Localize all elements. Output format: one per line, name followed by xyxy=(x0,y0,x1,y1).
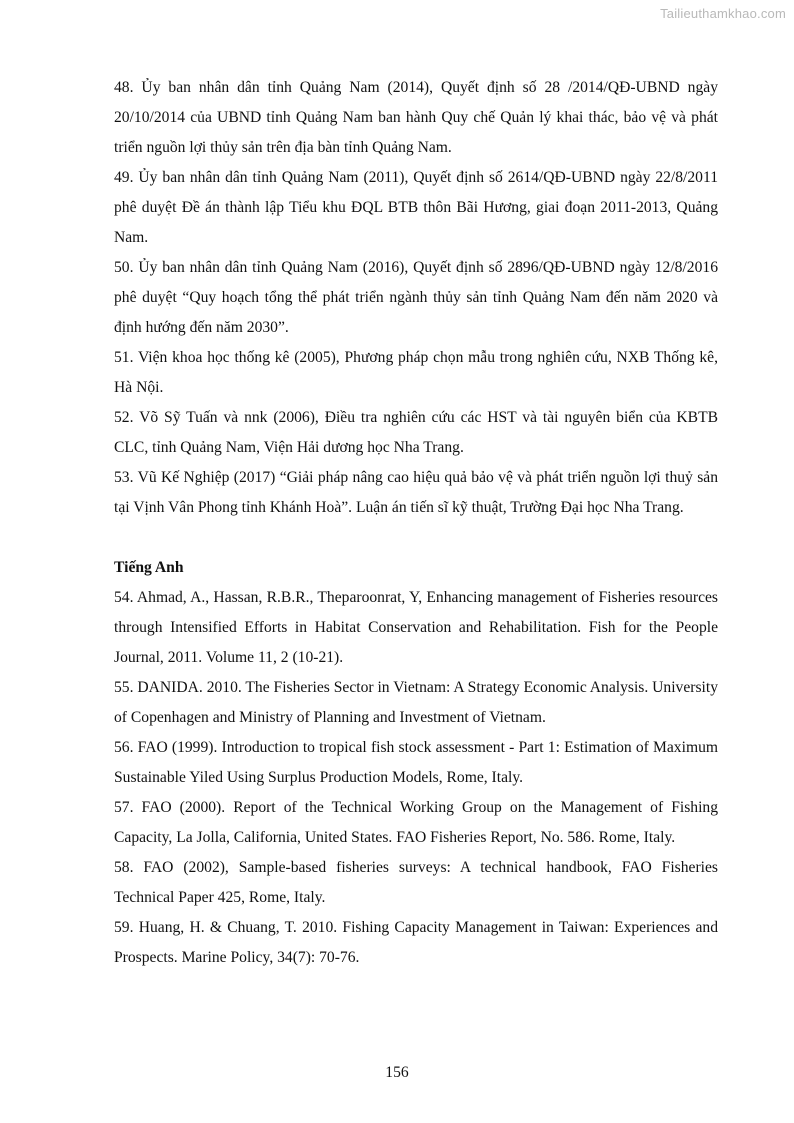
reference-51: 51. Viện khoa học thống kê (2005), Phương pháp chọn mẫu trong nghiên cứu, NXB Thống kê, Hà Nội. xyxy=(114,349,718,396)
reference-56: 56. FAO (1999). Introduction to tropical fish stock assessment - Part 1: Estimation of Maximum Sustainable Yiled Using Surplus Production Models, Rome, Italy. xyxy=(114,739,718,786)
reference-55: 55. DANIDA. 2010. The Fisheries Sector in Vietnam: A Strategy Economic Analysis. University of Copenhagen and Ministry of Planning and Investment of Vietnam. xyxy=(114,679,718,726)
reference-52: 52. Võ Sỹ Tuấn và nnk (2006), Điều tra nghiên cứu các HST và tài nguyên biển của KBTB CLC, tỉnh Quảng Nam, Viện Hải dương học Nha Trang. xyxy=(114,409,718,456)
reference-57: 57. FAO (2000). Report of the Technical Working Group on the Management of Fishing Capacity, La Jolla, California, United States. FAO Fisheries Report, No. 586. Rome, Italy. xyxy=(114,799,718,846)
reference-53: 53. Vũ Kế Nghiệp (2017) “Giải pháp nâng cao hiệu quả bảo vệ và phát triển nguồn lợi thuỷ sản tại Vịnh Vân Phong tỉnh Khánh Hoà”. Luận án tiến sĩ kỹ thuật, Trường Đại học Nha Trang. xyxy=(114,469,718,516)
reference-50: 50. Ủy ban nhân dân tỉnh Quảng Nam (2016), Quyết định số 2896/QĐ-UBND ngày 12/8/2016 phê duyệt “Quy hoạch tổng thể phát triển ngành thủy sản tỉnh Quảng Nam đến năm 2020 và định hướng đến năm 2030”. xyxy=(114,259,718,336)
reference-59: 59. Huang, H. & Chuang, T. 2010. Fishing Capacity Management in Taiwan: Experiences and Prospects. Marine Policy, 34(7): 70-76. xyxy=(114,919,718,966)
reference-58: 58. FAO (2002), Sample-based fisheries surveys: A technical handbook, FAO Fisheries Technical Paper 425, Rome, Italy. xyxy=(114,859,718,906)
document-body xyxy=(114,73,718,973)
reference-54: 54. Ahmad, A., Hassan, R.B.R., Theparoonrat, Y, Enhancing management of Fisheries resources through Intensified Efforts in Habitat Conservation and Rehabilitation. Fish for the People Journal, 2011. Volume 11, 2 (10-21). xyxy=(114,589,718,666)
section-heading-english: Tiếng Anh xyxy=(114,559,184,576)
reference-48: 48. Ủy ban nhân dân tỉnh Quảng Nam (2014), Quyết định số 28 /2014/QĐ-UBND ngày 20/10/2014 của UBND tỉnh Quảng Nam ban hành Quy chế Quản lý khai thác, bảo vệ và phát triển nguồn lợi thủy sản trên địa bàn tỉnh Quảng Nam. xyxy=(114,79,718,156)
reference-49: 49. Ủy ban nhân dân tỉnh Quảng Nam (2011), Quyết định số 2614/QĐ-UBND ngày 22/8/2011 phê duyệt Đề án thành lập Tiểu khu ĐQL BTB thôn Bãi Hương, giai đoạn 2011-2013, Quảng Nam. xyxy=(114,169,718,246)
page-number: 156 xyxy=(385,1064,409,1081)
watermark-text: Tailieuthamkhao.com xyxy=(660,6,786,21)
